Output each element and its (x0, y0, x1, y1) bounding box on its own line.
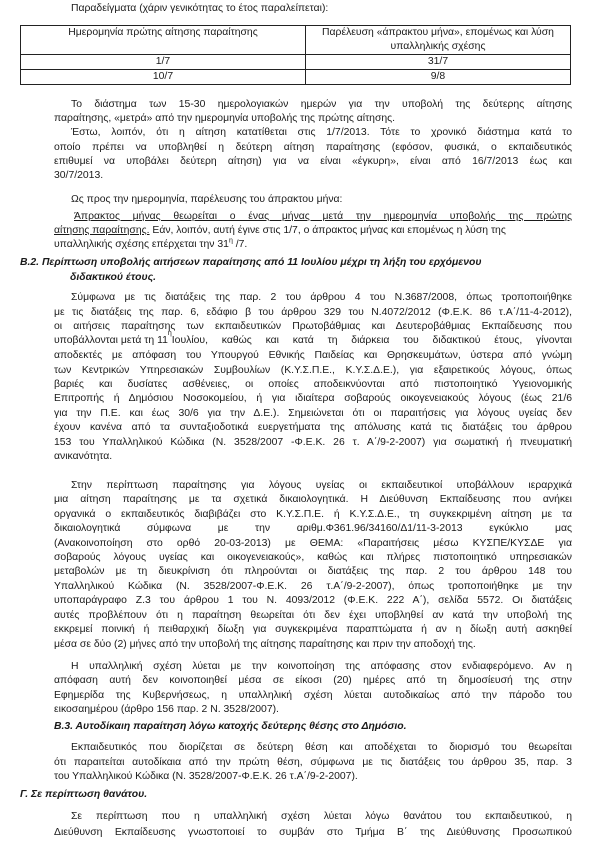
paragraph-line: Σε περίπτωση που η υπαλληλική σχέση λύεται λόγω θανάτου του εκπαιδευτικού, η (71, 811, 572, 822)
paragraph-line: με τις διατάξεις της παρ. 6, εδάφιο β του άρθρου 329 του Ν.4072/2012 (Φ.Ε.Κ. 86 τ.Α΄/11-4-2012), (54, 307, 572, 318)
paragraph-line (54, 330, 572, 348)
paragraph-text: /7. (232, 239, 248, 250)
underlined-line: Άπρακτος μήνας θεωρείται ο ένας μήνας μετά την ημερομηνία υποβολής της πρώτης (74, 211, 572, 222)
paragraph-line: μεταβολών με τη διευκρίνιση ότι πληρούνται οι διατάξεις της παρ. 2 του άρθρου 148 του (54, 566, 572, 577)
paragraph-line: εκκρεμεί ποινική ή πειθαρχική δίωξη για συγκεκριμένα παραπτώματα ή αν η δίωξη αυτή ασκηθεί (54, 624, 572, 635)
paragraph-line: ανικανότητα. (54, 451, 113, 462)
paragraph-line: Η υπαλληλική σχέση λύεται με την κοινοποίηση της απόφασης στον ενδιαφερόμενο. Αν η (71, 661, 572, 672)
table-header-row (21, 26, 571, 55)
paragraph-line: οργανικά ο εκπαιδευτικός διαβιβάζει στο Κ.Υ.Σ.Π.Ε. ή Κ.Υ.Σ.Δ.Ε., τη συγκεκριμένη αίτηση με τα (54, 509, 572, 520)
paragraph-line: δικαιολογητικά σύμφωνα με την αριθμ.Φ361.96/34160/Δ1/11-3-2013 εγκύκλιο μας (54, 523, 572, 534)
paragraph-line: υποπαράγραφο Ζ.3 του άρθρου 1 του Ν. 4093/2012 (Φ.Ε.Κ. 222 Α΄), σελίδα 5572. Οι διατάξεις (54, 595, 572, 606)
paragraph-line: Επιτροπής ή Δημόσιου Νοσοκομείου, ή για ιδιαίτερα σοβαρούς οικογενειακούς λόγους (έως 21/6 (54, 393, 572, 404)
paragraph-line: Σύμφωνα με τις διατάξεις της παρ. 2 του άρθρου 4 του Ν.3687/2008, όπως τροποποιήθηκε (71, 292, 572, 303)
table-row (21, 55, 571, 70)
ordinal-sup: η (167, 330, 172, 337)
paragraph-line: των Κεντρικών Υπηρεσιακών Συμβουλίων (Κ.Υ.Σ.Π.Ε., Κ.Υ.Σ.Δ.Ε.), για εξαιρετικούς λόγους, όπως (54, 365, 572, 376)
table-header-cell: Παρέλευση «άπρακτου μήνα», επομένως και λύση υπαλληλικής σχέσης (306, 26, 571, 55)
ordinal-sup: η (228, 237, 233, 245)
paragraph-line: Στην περίπτωση παραίτησης για λόγους υγείας οι εκπαιδευτικοί υποβάλλουν ιεραρχικά (71, 480, 572, 491)
paragraph-line: βαριές και δυσίατες ασθένειες, οι οποίες αποδεικνύονται από πιστοποιητικό Υγειονομικής (54, 379, 572, 390)
section-heading-g: Γ. Σε περίπτωση θανάτου. (20, 789, 148, 800)
examples-intro: Παραδείγματα (χάριν γενικότητας το έτος παραλείπεται): (71, 3, 329, 14)
table-cell: 1/7 (21, 55, 306, 70)
table-cell: 10/7 (21, 70, 306, 85)
section-heading-b2-cont: διδακτικού έτους. (70, 272, 157, 283)
paragraph-line: 153 του Υπαλληλικού Κώδικα (Ν. 3528/2007 -Φ.Ε.Κ. 26 τ. Α΄/9-2-2007) για σωματική ή πνευματική (54, 437, 572, 448)
paragraph-line: μέσα σε δύο (2) μήνες από την υποβολή της αίτησης παραίτησης και πριν την αποδοχή της. (54, 639, 476, 650)
paragraph-line: του Υπαλληλικού Κώδικα (Ν. 3528/2007-Φ.Ε.Κ. 26 τ.Α΄/9-2-2007). (54, 771, 358, 782)
underlined-text: αίτησης παραίτησης. (54, 225, 150, 236)
table-cell: 9/8 (306, 70, 571, 85)
paragraph-text: Εάν, λοιπόν, αυτή έγινε στις 1/7, ο άπρακτος μήνας και επομένως η λύση της (149, 225, 506, 236)
paragraph-text: υποβάλλονται μετά τη 11 (54, 335, 168, 346)
section-heading-b2: Β.2. Περίπτωση υποβολής αιτήσεων παραίτησης από 11 Ιουλίου μέχρι τη λήξη του ερχόμενου (20, 257, 482, 268)
paragraph-line: ότι παραιτείται αυτοδίκαια από την πρώτη θέση, σύμφωνα με τις διατάξεις του άρθρου 35, παρ. 3 (54, 757, 572, 768)
paragraph-line: απόφαση αυτή δεν κοινοποιηθεί μέσα σε είκοσι (20) ημέρες από τη δημοσίευσή της στην (54, 675, 572, 686)
paragraph-line: αποδεκτές με απόφαση του Υπουργού Εθνικής Παιδείας και Θρησκευμάτων, ύστερα από γνώμη (54, 350, 572, 361)
paragraph-line: (Ανακοινοποίηση στο ορθό 20-03-2013) με ΘΕΜΑ: «Παραιτήσεις μέσω ΚΥΣΠΕ/ΚΥΣΔΕ για (54, 538, 572, 549)
paragraph-line: 30/7/2013. (54, 170, 104, 181)
paragraph-line: οποίο πρέπει να υποβληθεί η δεύτερη αίτηση παραίτησης (εφόσον, φυσικά, ο εκπαιδευτικός (54, 142, 572, 153)
paragraph-line: αυτές προβλέπουν ότι η παραίτηση θεωρείται ότι δεν έχει υποβληθεί αν κατά την υποβολή της (54, 610, 572, 621)
examples-table (20, 25, 571, 85)
paragraph-line: Εκπαιδευτικός που διορίζεται σε δεύτερη θέση και αποδέχεται το διορισμό του θεωρείται (71, 742, 572, 753)
paragraph-line: Υπαλληλικού Κώδικα (Ν. 3528/2007-Φ.Ε.Κ. 26 τ.Α΄/9-2-2007), όπως τροποποιήθηκε με την (54, 581, 572, 592)
paragraph-line: Το διάστημα των 15-30 ημερολογιακών ημερών για την υποβολή της δεύτερης αίτησης (71, 99, 572, 110)
paragraph-line: Διεύθυνση Εκπαίδευσης γνωστοποιεί το συμβάν στο Τμήμα Β΄ της Διεύθυνσης Προσωπικού (54, 827, 572, 838)
paragraph-line: για την Π.Ε. και έως 30/6 για την Δ.Ε.). Σημειώνεται ότι οι παραιτήσεις για λόγους υγείας δεν (54, 408, 572, 419)
paragraph-line: μια αίτηση παραίτησης με τα σχετικά δικαιολογητικά. Η Διεύθυνση Εκπαίδευσης που ανήκει (54, 494, 572, 505)
paragraph-line: σοβαρούς λόγους υγείας και οικογενειακούς», καθώς και πλήρες πιστοποιητικό υπηρεσιακών (54, 552, 572, 563)
paragraph-line: οι αιτήσεις παραίτησης των εκπαιδευτικών Πρωτοβάθμιας και Δευτεροβάθμιας Εκπαίδευσης που (54, 321, 572, 332)
paragraph-line (54, 224, 506, 238)
paragraph-line: επιθυμεί να υποβάλει δεύτερη αίτηση) για να είναι «έγκυρη», είναι από 16/7/2013 έως και (54, 156, 572, 167)
paragraph-line: εικοσαημέρου (άρθρο 156 παρ. 2 Ν. 3528/2007). (54, 704, 279, 715)
paragraph-line: παραίτησης, «μετρά» από την ημερομηνία υποβολής της πρώτης αίτησης. (54, 113, 396, 124)
paragraph-line: Ως προς την ημερομηνία, παρέλευσης του άπρακτου μήνα: (71, 194, 343, 205)
paragraph-line: Έστω, λοιπόν, ότι η αίτηση κατατίθεται στις 1/7/2013. Τότε το χρονικό διάστημα κατά το (71, 127, 572, 138)
paragraph-line (54, 238, 247, 252)
paragraph-line: Εφημερίδα της Κυβερνήσεως, η υπαλληλική σχέση λύεται αυτοδικαίως από την πάροδο του (54, 690, 572, 701)
paragraph-text: Ιουλίου, καθώς και κατά τη διάρκεια του διδακτικού έτους, γίνονται (171, 335, 572, 346)
table-header-cell: Ημερομηνία πρώτης αίτησης παραίτησης (21, 26, 306, 55)
paragraph-text: υπαλληλικής σχέσης επέρχεται την 31 (54, 239, 229, 250)
paragraph-line: έχουν κανένα από τα συνταξιοδοτικά ευεργετήματα της απόλυσης κατά τις διατάξεις του άρθρου (54, 422, 572, 433)
section-heading-b3: Β.3. Αυτοδίκαιη παραίτηση λόγω κατοχής δεύτερης θέσης στο Δημόσιο. (54, 721, 407, 732)
table-cell: 31/7 (306, 55, 571, 70)
table-row (21, 70, 571, 85)
